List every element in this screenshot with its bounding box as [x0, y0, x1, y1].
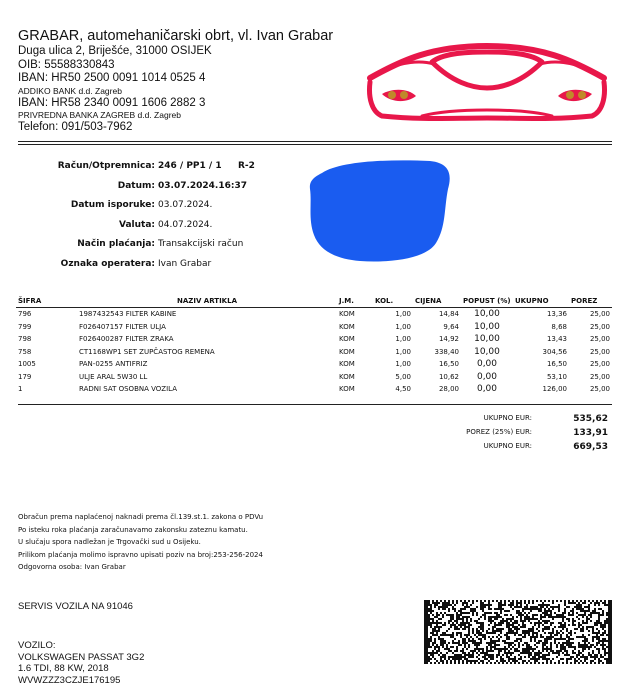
company-bank-2: PRIVREDNA BANKA ZAGREB d.d. Zagreb — [18, 110, 181, 120]
2d-barcode-icon — [424, 600, 612, 664]
cell-discount: 0,00 — [476, 371, 498, 382]
subtotal-row — [430, 414, 614, 428]
tax-total-row — [430, 428, 614, 442]
cell-total: 13,36 — [546, 310, 567, 319]
header-discount: POPUST (%) — [461, 296, 513, 308]
cell-qty: 1,00 — [395, 335, 411, 344]
company-oib: OIB: 55588330843 — [18, 58, 115, 71]
due-date: 04.07.2024. — [158, 219, 213, 230]
table-row — [16, 383, 612, 396]
cell-unit: KOM — [339, 385, 355, 394]
payment-method-row — [18, 239, 318, 259]
table-row — [16, 358, 612, 371]
table-bottom-divider — [18, 404, 612, 405]
delivery-date-label: Datum isporuke: — [70, 200, 155, 210]
cell-price: 16,50 — [438, 360, 459, 369]
cell-unit: KOM — [339, 360, 355, 369]
company-phone: Telefon: 091/503-7962 — [18, 121, 133, 133]
grand-total-label: UKUPNO EUR: — [483, 442, 532, 450]
cell-qty: 1,00 — [395, 322, 411, 331]
invoice-number-label: Račun/Otpremnica: — [57, 161, 155, 171]
table-header-row — [16, 296, 612, 308]
totals-block — [430, 414, 614, 456]
cell-tax: 25,00 — [589, 385, 610, 394]
delivery-date-row — [18, 200, 318, 220]
vehicle-vin: WVWZZZ3CZJE176195 — [18, 674, 121, 686]
note-line: U slučaju spora nadležan je Trgovački sud u Osijeku. — [18, 538, 201, 546]
delivery-date: 03.07.2024. — [158, 200, 213, 210]
service-line: SERVIS VOZILA NA 91046 — [18, 601, 133, 612]
payment-method-label: Način plaćanja: — [77, 239, 155, 249]
company-header — [18, 28, 348, 135]
cell-tax: 25,00 — [589, 372, 610, 381]
invoice-meta — [18, 161, 318, 278]
operator-label: Oznaka operatera: — [60, 258, 155, 269]
table-row — [16, 321, 612, 334]
note-line: Prilikom plaćanja molimo ispravno upisati poziv na broj:253-256-2024 — [18, 550, 263, 559]
operator-row — [18, 259, 318, 279]
cell-total: 304,56 — [542, 347, 567, 356]
cell-total: 53,10 — [546, 372, 567, 381]
header-divider-bottom — [18, 144, 612, 145]
company-name: GRABAR, automehaničarski obrt, vl. Ivan Grabar — [18, 28, 334, 44]
items-table — [16, 296, 612, 396]
cell-price: 338,40 — [434, 347, 459, 356]
cell-total: 8,68 — [551, 322, 567, 331]
due-date-label: Valuta: — [118, 219, 155, 230]
company-iban-1: IBAN: HR50 2500 0091 1014 0525 4 — [18, 72, 206, 84]
cell-price: 14,92 — [438, 335, 459, 344]
cell-qty: 5,00 — [395, 372, 411, 381]
cell-unit: KOM — [339, 372, 355, 381]
vehicle-model: VOLKSWAGEN PASSAT 3G2 — [18, 651, 145, 663]
cell-discount: 10,00 — [474, 309, 500, 320]
note-line: Po isteku roka plaćanja zaračunavamo zakonsku zateznu kamatu. — [18, 525, 248, 534]
cell-price: 14,84 — [438, 310, 459, 319]
cell-unit: KOM — [339, 335, 355, 344]
cell-total: 13,43 — [546, 335, 567, 344]
cell-discount: 0,00 — [476, 359, 498, 370]
invoice-date: 03.07.2024.16:37 — [158, 180, 248, 191]
due-date-row — [18, 220, 318, 240]
cell-price: 9,64 — [443, 322, 459, 331]
vehicle-engine: 1.6 TDI, 88 KW, 2018 — [18, 663, 109, 674]
grand-total-row — [430, 442, 614, 456]
cell-discount: 10,00 — [474, 321, 500, 332]
note-line: Obračun prema naplaćenoj naknadi prema čl.139.st.1. zakona o PDVu — [18, 513, 264, 521]
vehicle-label: VOZILO: — [18, 640, 56, 651]
header-qty: KOL. — [373, 296, 413, 308]
header-price: CIJENA — [413, 296, 461, 308]
cell-discount: 0,00 — [476, 384, 498, 395]
note-line: Odgovorna osoba: Ivan Grabar — [18, 563, 126, 571]
cell-code: 1005 — [18, 360, 36, 369]
operator: Ivan Grabar — [158, 258, 212, 269]
grand-total-value: 669,53 — [573, 442, 608, 452]
cell-unit: KOM — [339, 347, 355, 356]
cell-code: 1 — [18, 385, 23, 394]
company-address: Duga ulica 2, Briješće, 31000 OSIJEK — [18, 45, 212, 57]
table-row — [16, 333, 612, 346]
cell-name: F026400287 FILTER ZRAKA — [79, 335, 174, 344]
cell-tax: 25,00 — [589, 310, 610, 319]
header-total: UKUPNO — [513, 296, 569, 308]
redaction-scribble — [300, 155, 460, 265]
cell-tax: 25,00 — [589, 347, 610, 356]
cell-qty: 1,00 — [395, 310, 411, 319]
cell-tax: 25,00 — [589, 322, 610, 331]
cell-total: 16,50 — [546, 360, 567, 369]
cell-qty: 1,00 — [395, 347, 411, 356]
header-tax: POREZ — [569, 296, 612, 308]
cell-discount: 10,00 — [474, 346, 500, 357]
table-row — [16, 308, 612, 321]
cell-name: F026407157 FILTER ULJA — [79, 322, 166, 331]
cell-name: CT1168WP1 SET ZUPČASTOG REMENA — [79, 347, 215, 356]
cell-unit: KOM — [339, 322, 355, 331]
cell-qty: 4,50 — [395, 385, 411, 394]
subtotal-value: 535,62 — [573, 414, 608, 424]
tax-total-value: 133,91 — [573, 428, 608, 438]
header-unit: J.M. — [337, 296, 373, 308]
cell-total: 126,00 — [542, 385, 567, 394]
payment-method: Transakcijski račun — [158, 239, 244, 249]
cell-name: PAN-0255 ANTIFRIZ — [79, 360, 148, 369]
cell-qty: 1,00 — [395, 360, 411, 369]
invoice-number: 246 / PP1 / 1 — [158, 161, 222, 171]
tax-total-label: POREZ (25%) EUR: — [466, 428, 532, 436]
header-code: ŠIFRA — [16, 296, 77, 308]
cell-name: ULJE ARAL 5W30 LL — [79, 372, 148, 381]
cell-unit: KOM — [339, 310, 355, 319]
cell-code: 799 — [18, 322, 32, 331]
header-name: NAZIV ARTIKLA — [77, 296, 337, 308]
company-bank-1: ADDIKO BANK d.d. Zagreb — [18, 85, 122, 96]
invoice-number-suffix: R-2 — [238, 161, 255, 171]
cell-code: 179 — [18, 372, 32, 381]
invoice-number-row — [18, 161, 318, 181]
cell-code: 798 — [18, 335, 32, 344]
subtotal-label: UKUPNO EUR: — [483, 414, 532, 422]
cell-tax: 25,00 — [589, 335, 610, 344]
cell-code: 796 — [18, 310, 32, 319]
cell-code: 758 — [18, 347, 32, 356]
legal-notes — [18, 511, 378, 574]
table-row — [16, 371, 612, 384]
table-row — [16, 346, 612, 359]
car-front-icon — [362, 38, 612, 126]
cell-name: RADNI SAT OSOBNA VOZILA — [79, 385, 178, 394]
cell-tax: 25,00 — [589, 360, 610, 369]
company-iban-2: IBAN: HR58 2340 0091 1606 2882 3 — [18, 96, 206, 109]
cell-name: 1987432543 FILTER KABINE — [79, 310, 177, 319]
cell-price: 10,62 — [438, 372, 459, 381]
invoice-date-label: Datum: — [117, 180, 155, 191]
cell-price: 28,00 — [438, 385, 459, 394]
header-divider-top — [18, 141, 612, 142]
invoice-date-row — [18, 181, 318, 201]
vehicle-info — [18, 640, 144, 686]
cell-discount: 10,00 — [474, 334, 500, 345]
